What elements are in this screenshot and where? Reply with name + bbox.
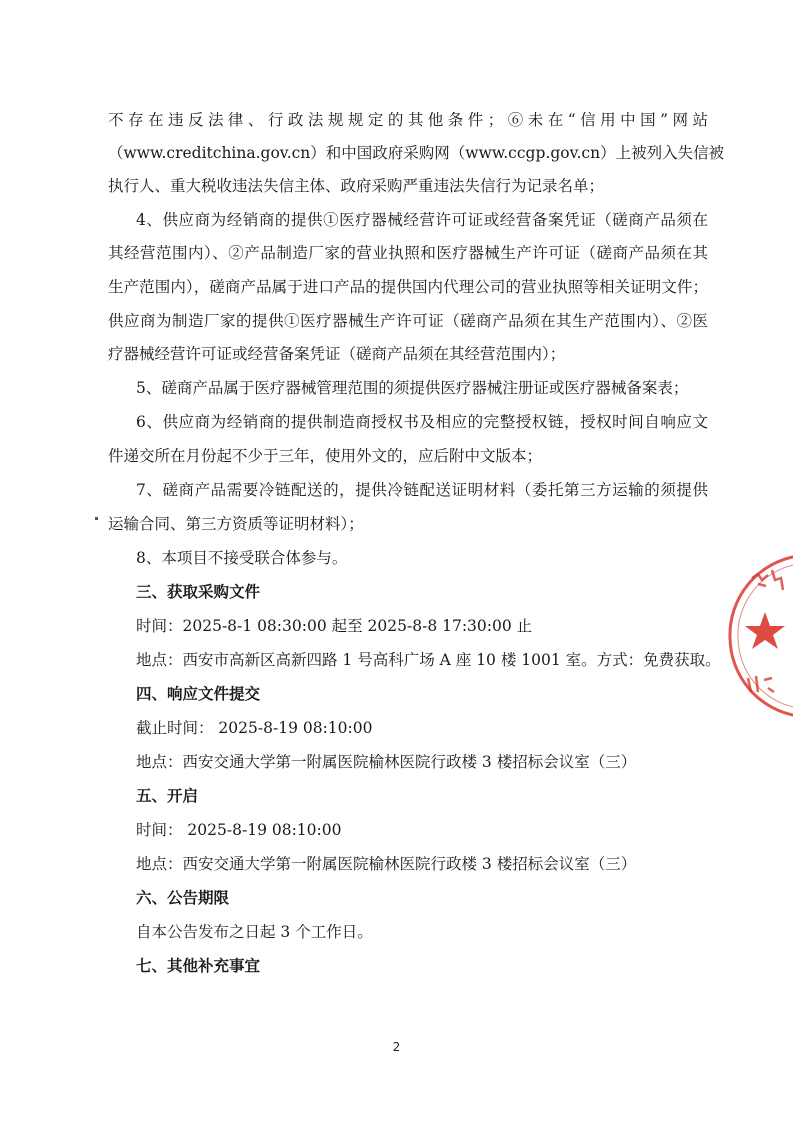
paragraph-line: 7、磋商产品需要冷链配送的，提供冷链配送证明材料（委托第三方运输的须提供 (136, 481, 708, 499)
section-heading: 七、其他补充事宜 (136, 956, 261, 975)
section-heading: 六、公告期限 (136, 888, 230, 907)
paragraph-line: 生产范围内），磋商产品属于进口产品的提供国内代理公司的营业执照等相关证明文件； (108, 278, 708, 296)
section-place: 地点：西安市高新区高新四路 1 号高科广场 A 座 10 楼 1001 室。方式：免费获取。 (136, 651, 721, 669)
paragraph-line: 供应商为制造厂家的提供①医疗器械生产许可证（磋商产品须在其生产范围内）、②医 (108, 312, 708, 330)
paragraph-line: （www.creditchina.gov.cn）和中国政府采购网（www.ccgp.gov.cn）上被列入失信被 (108, 144, 725, 162)
section-heading: 四、响应文件提交 (136, 684, 261, 703)
paragraph-line: 8、本项目不接受联合体参与。 (136, 549, 348, 567)
paragraph-line: 4、供应商为经销商的提供①医疗器械经营许可证或经营备案凭证（磋商产品须在 (136, 211, 708, 229)
paragraph-line: 6、供应商为经销商的提供制造商授权书及相应的完整授权链，授权时间自响应文 (136, 413, 708, 431)
section-heading: 五、开启 (136, 786, 199, 805)
page-number: 2 (392, 1040, 401, 1054)
scan-speck (95, 517, 98, 520)
official-seal-icon (728, 548, 793, 718)
section-place: 地点：西安交通大学第一附属医院榆林医院行政楼 3 楼招标会议室（三） (136, 855, 637, 873)
paragraph-line: 疗器械经营许可证或经营备案凭证（磋商产品须在其经营范围内）； (108, 345, 566, 363)
paragraph-line: 其经营范围内）、②产品制造厂家的营业执照和医疗器械生产许可证（磋商产品须在其 (108, 244, 708, 262)
paragraph-line: 执行人、重大税收违法失信主体、政府采购严重违法失信行为记录名单； (108, 177, 605, 195)
paragraph-line: 件递交所在月份起不少于三年，使用外文的，应后附中文版本； (108, 447, 543, 465)
paragraph-line: 5、磋商产品属于医疗器械管理范围的须提供医疗器械注册证或医疗器械备案表； (136, 379, 689, 397)
section-time: 时间： 2025-8-19 08:10:00 (136, 821, 342, 839)
paragraph-line: 不存在违反法律、行政法规规定的其他条件；⑥未在“信用中国”网站 (108, 111, 708, 129)
section-place: 地点：西安交通大学第一附属医院榆林医院行政楼 3 楼招标会议室（三） (136, 753, 637, 771)
section-body: 自本公告发布之日起 3 个工作日。 (136, 923, 373, 941)
section-heading: 三、获取采购文件 (136, 582, 261, 601)
paragraph-line: 运输合同、第三方资质等证明材料）； (108, 515, 364, 533)
section-deadline: 截止时间： 2025-8-19 08:10:00 (136, 719, 373, 737)
section-time: 时间：2025-8-1 08:30:00 起至 2025-8-8 17:30:00 止 (136, 617, 533, 635)
